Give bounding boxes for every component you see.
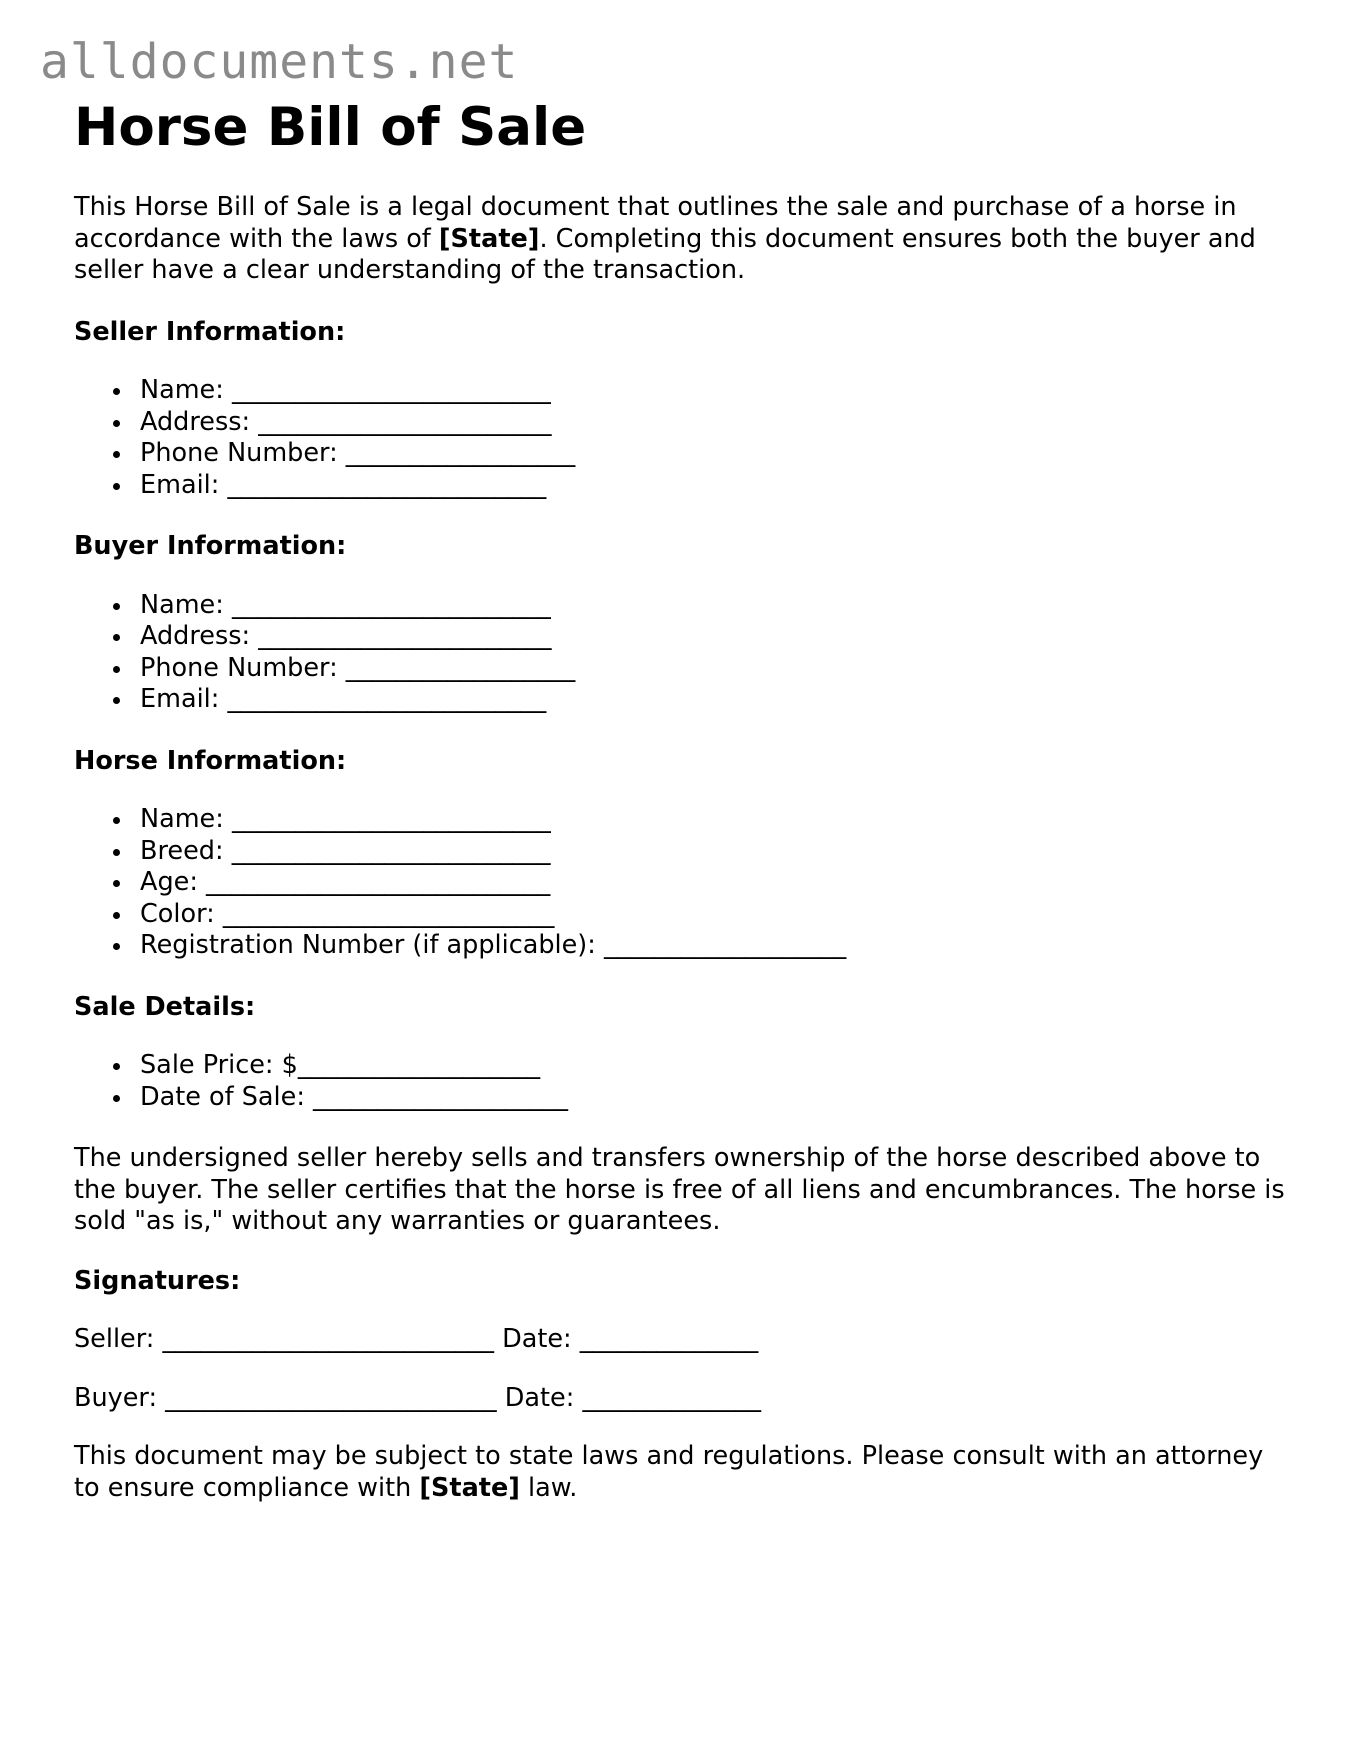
- buyer-address-item: [140, 621, 1294, 653]
- seller-info-list: [74, 375, 1294, 501]
- footer-state-placeholder: [State]: [419, 1472, 520, 1503]
- buyer-date-label: Date:: [496, 1382, 583, 1413]
- horse-color-item: [140, 899, 1294, 931]
- footer-text-start: This document may be subject to state laws and regulations. Please consult with an attorney to ensure compliance with: [74, 1441, 1264, 1503]
- sale-date-item: [140, 1082, 1294, 1114]
- horse-registration-item: [140, 930, 1294, 962]
- sale-price-blank[interactable]: ___________________: [297, 1050, 541, 1080]
- horse-registration-blank[interactable]: ___________________: [603, 930, 847, 960]
- field-label: Email:: [140, 684, 228, 714]
- field-label: Phone Number:: [140, 652, 346, 683]
- field-label: Color:: [140, 898, 223, 929]
- horse-age-blank[interactable]: ___________________________: [206, 867, 551, 897]
- buyer-signature-line: [74, 1383, 1294, 1415]
- field-label: Sale Price: $: [140, 1050, 298, 1080]
- horse-info-heading: Horse Information:: [74, 745, 347, 776]
- field-label: Name:: [140, 375, 232, 405]
- signatures-heading: Signatures:: [74, 1265, 241, 1296]
- seller-signature-blank[interactable]: __________________________: [162, 1324, 494, 1354]
- buyer-info-list: [74, 590, 1294, 716]
- buyer-phone-blank[interactable]: __________________: [345, 652, 576, 683]
- horse-age-item: [140, 867, 1294, 899]
- seller-email-blank[interactable]: _________________________: [227, 469, 547, 500]
- intro-paragraph: [74, 192, 1294, 287]
- buyer-email-blank[interactable]: _________________________: [227, 684, 547, 714]
- seller-email-item: [140, 470, 1294, 502]
- intro-text-end: . Completing this document ensures both the buyer and seller have a clear understanding of the transaction.: [74, 223, 1256, 285]
- field-label: Name:: [140, 589, 232, 620]
- buyer-address-blank[interactable]: _______________________: [258, 621, 552, 651]
- buyer-name-item: [140, 590, 1294, 622]
- seller-address-item: [140, 407, 1294, 439]
- field-label: Address:: [140, 621, 259, 651]
- seller-phone-blank[interactable]: __________________: [345, 438, 576, 468]
- seller-info-heading: Seller Information:: [74, 316, 346, 347]
- footer-paragraph: [74, 1441, 1294, 1504]
- horse-breed-blank[interactable]: _________________________: [231, 835, 551, 866]
- buyer-signature-label: Buyer:: [74, 1382, 166, 1413]
- field-label: Address:: [140, 406, 259, 437]
- horse-breed-item: [140, 836, 1294, 868]
- seller-address-blank[interactable]: _______________________: [258, 406, 552, 437]
- horse-info-list: [74, 804, 1294, 962]
- sale-details-list: [74, 1050, 1294, 1113]
- seller-signature-line: [74, 1324, 1294, 1356]
- sale-date-blank[interactable]: ____________________: [313, 1081, 569, 1112]
- document-title: Horse Bill of Sale: [74, 97, 587, 158]
- closing-paragraph: The undersigned seller hereby sells and transfers ownership of the horse described above to the buyer. The seller certifies that the horse is free of all liens and encumbrances. The horse is sold "as is," without any warranties or guarantees.: [74, 1143, 1285, 1236]
- horse-color-blank[interactable]: __________________________: [222, 898, 555, 929]
- field-label: Registration Number (if applicable):: [140, 930, 604, 960]
- field-label: Name:: [140, 804, 232, 834]
- buyer-name-blank[interactable]: _________________________: [231, 589, 551, 620]
- horse-name-item: [140, 804, 1294, 836]
- document-page: [74, 96, 1294, 1504]
- field-label: Email:: [140, 469, 228, 500]
- seller-phone-item: [140, 438, 1294, 470]
- buyer-date-blank[interactable]: ______________: [582, 1382, 761, 1413]
- intro-state-placeholder: [State]: [438, 223, 540, 254]
- seller-date-label: Date:: [493, 1324, 580, 1354]
- intro-text-start: This Horse Bill of Sale is a legal document that outlines the sale and purchase of a horse in accordance with the laws of: [74, 192, 1237, 254]
- watermark: alldocuments.net: [40, 34, 519, 90]
- sale-details-heading: Sale Details:: [74, 991, 256, 1022]
- seller-date-blank[interactable]: ______________: [579, 1324, 759, 1354]
- field-label: Age:: [140, 867, 207, 897]
- sale-price-item: [140, 1050, 1294, 1082]
- field-label: Breed:: [140, 835, 232, 866]
- footer-text-end: law.: [519, 1472, 578, 1503]
- seller-signature-label: Seller:: [74, 1324, 163, 1354]
- field-label: Date of Sale:: [140, 1081, 314, 1112]
- buyer-info-heading: Buyer Information:: [74, 531, 347, 561]
- horse-name-blank[interactable]: _________________________: [231, 804, 551, 834]
- buyer-signature-blank[interactable]: __________________________: [165, 1382, 497, 1413]
- seller-name-item: [140, 375, 1294, 407]
- buyer-phone-item: [140, 653, 1294, 685]
- buyer-email-item: [140, 684, 1294, 716]
- seller-name-blank[interactable]: _________________________: [231, 375, 551, 405]
- field-label: Phone Number:: [140, 438, 346, 468]
